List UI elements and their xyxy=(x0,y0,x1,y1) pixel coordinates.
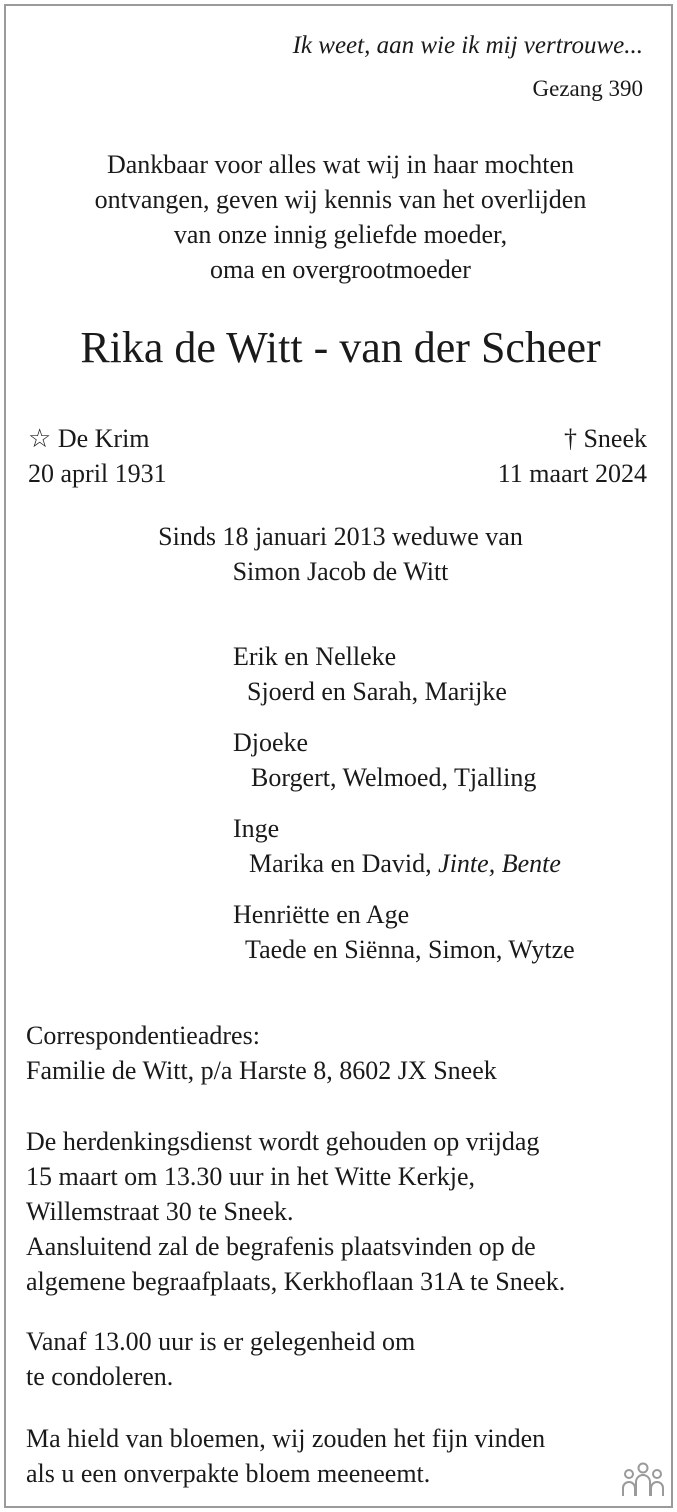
correspondence-line: Correspondentieadres: xyxy=(26,1021,260,1050)
star-icon: ☆ xyxy=(28,424,52,453)
birth-place: De Krim xyxy=(57,424,150,453)
family-group xyxy=(233,639,575,709)
family-main: Djoeke xyxy=(233,728,309,757)
flowers-line: als u een onverpakte bloem meeneemt. xyxy=(26,1459,431,1488)
correspondence-address xyxy=(26,1018,497,1088)
death-place-line xyxy=(498,421,647,456)
family-main: Henriëtte en Age xyxy=(233,900,410,929)
great-grandchildren: Jinte, Bente xyxy=(438,849,561,878)
obituary-card xyxy=(4,4,673,1508)
service-line: De herdenkingsdienst wordt gehouden op vrijdag xyxy=(26,1127,540,1156)
intro-line: van onze innig geliefde moeder, xyxy=(173,220,508,249)
birth-info xyxy=(28,421,167,491)
people-group-icon xyxy=(621,1460,665,1500)
intro-line: oma en overgrootmoeder xyxy=(210,255,471,284)
death-info xyxy=(498,421,647,491)
condolence-line: te condoleren. xyxy=(26,1362,174,1391)
intro-line: Dankbaar voor alles wat wij in haar mochten xyxy=(106,150,575,179)
family-list xyxy=(233,639,575,983)
service-line: Aansluitend zal de begrafenis plaatsvinden op de xyxy=(26,1232,536,1261)
condolence-info xyxy=(26,1324,415,1394)
death-place: Sneek xyxy=(583,424,647,453)
flowers-note xyxy=(26,1421,545,1491)
family-sub: Borgert, Welmoed, Tjalling xyxy=(251,763,537,792)
death-date: 11 maart 2024 xyxy=(497,459,647,488)
family-group xyxy=(233,897,575,967)
flowers-line: Ma hield van bloemen, wij zouden het fijn vinden xyxy=(26,1424,546,1453)
birth-place-line xyxy=(28,421,167,456)
condolence-line: Vanaf 13.00 uur is er gelegenheid om xyxy=(26,1327,416,1356)
family-group xyxy=(233,725,575,795)
family-main: Erik en Nelleke xyxy=(233,642,397,671)
deceased-name: Rika de Witt - van der Scheer xyxy=(80,323,601,372)
intro-line: ontvangen, geven wij kennis van het overlijden xyxy=(94,185,587,214)
family-sub: Taede en Siënna, Simon, Wytze xyxy=(245,935,575,964)
widow-text xyxy=(6,519,675,589)
correspondence-line: Familie de Witt, p/a Harste 8, 8602 JX Sneek xyxy=(26,1056,497,1085)
family-group xyxy=(233,811,575,881)
quote-reference: Gezang 390 xyxy=(532,76,643,101)
widow-line: Sinds 18 januari 2013 weduwe van xyxy=(158,522,523,551)
cross-icon: † xyxy=(563,424,577,453)
family-sub: Marika en David, Jinte, Bente xyxy=(249,849,561,878)
service-line: algemene begraafplaats, Kerkhoflaan 31A te Sneek. xyxy=(26,1267,566,1296)
opening-quote: Ik weet, aan wie ik mij vertrouwe... xyxy=(292,32,643,59)
service-line: Willemstraat 30 te Sneek. xyxy=(26,1197,294,1226)
service-info xyxy=(26,1124,565,1299)
family-sub: Sjoerd en Sarah, Marijke xyxy=(247,677,507,706)
intro-text xyxy=(6,147,675,287)
service-line: 15 maart om 13.30 uur in het Witte Kerkje, xyxy=(26,1162,476,1191)
widow-line: Simon Jacob de Witt xyxy=(232,557,449,586)
birth-date: 20 april 1931 xyxy=(28,459,167,488)
family-main: Inge xyxy=(233,814,280,843)
